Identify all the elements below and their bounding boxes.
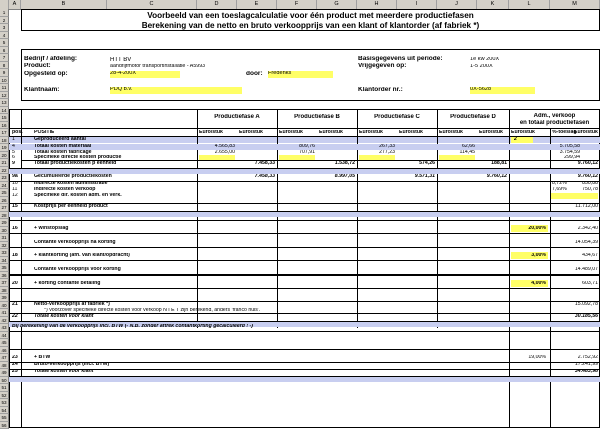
row-header[interactable]: 33 [0,249,9,257]
row-label: Specifieke dir. kosten adm. en verk. [34,193,122,198]
row-header[interactable]: 20 [0,152,9,160]
row-header[interactable]: 46 [0,347,9,355]
row-header[interactable]: 50 [0,377,9,385]
phase-c-header: Productiefase C [374,114,420,120]
klantorder-label: Klantorder nr.: [358,87,403,93]
value-cell[interactable]: 850,88 [582,181,598,186]
row-header[interactable]: 41 [0,309,9,317]
pct-cell[interactable]: 19,00% [528,355,546,360]
value-cell[interactable]: 14.054,39 [574,240,598,245]
pos-cell: 1 [12,137,15,142]
phase-b-header: Productiefase B [294,114,340,120]
value-cell[interactable]: 277,23 [379,150,395,155]
row-header[interactable]: 27 [0,204,9,212]
basis-value[interactable]: 1e kw 200X [470,57,500,62]
pos-cell: 12 [12,193,18,198]
row-label: + korting contante betaling [34,281,101,286]
row-label: Totaal kosten materiaal [34,144,92,149]
row-label: + winstopslag [34,226,69,231]
value-cell[interactable]: 809,76 [299,144,315,149]
column-header[interactable]: L [509,0,550,9]
pos-cell: 9 [12,161,15,166]
klantnaam-label: Klantnaam: [24,87,60,93]
row-header[interactable]: 25 [0,189,9,197]
row-label: Totaal kosten fabricage [34,150,92,155]
value-cell[interactable]: 750,78 [582,187,598,192]
row-header[interactable]: 26 [0,197,9,205]
value-cell[interactable]: 188,81 [491,161,507,166]
row-header[interactable]: 36 [0,272,9,280]
euro-header-k: Euro/stuk [479,130,503,135]
pos-cell: 23 [12,355,18,360]
row-header[interactable]: 29 [0,219,9,227]
value-cell[interactable]: 603,71 [582,281,598,286]
basis-label: Basisgegevens uit periode: [358,56,443,62]
pos-cell: 9a [12,174,18,179]
select-all-corner[interactable] [0,0,9,9]
row-header[interactable]: 30 [0,227,9,235]
pct-cell[interactable]: 8,72% [552,181,567,186]
btw-heading: Bij berekening van de verkoopprijs incl. BTW (- N.B. zonder aftrek contantkorting gecalculeerd ! -) [12,324,253,329]
pct-header: %-toeslag [552,130,577,135]
pos-cell: 16 [12,226,18,231]
row-header[interactable]: 12 [0,92,9,100]
euro-header-h: Euro/stuk [359,130,383,135]
door-value[interactable]: Fredenks [268,71,333,78]
pct-input[interactable]: 4,00% [531,281,546,286]
value-cell[interactable]: 2.342,40 [577,226,598,231]
bedrijf-label: Bedrijf / afdeling: [24,56,78,62]
adm-header-1: Adm., verkoop [533,113,576,119]
row-header[interactable]: 45 [0,339,9,347]
opgesteld-label: Opgesteld op: [24,71,68,77]
value-cell[interactable]: 62,66 [462,144,475,149]
pos-cell: 4 [12,144,15,149]
column-header[interactable]: H [357,0,397,9]
row-header[interactable]: 21 [0,159,9,167]
separator-band [9,212,600,217]
euro-header-d: Euro/stuk [199,130,223,135]
pct-input[interactable]: 20,00% [528,226,546,231]
pos-cell: 22 [12,314,18,319]
row-header[interactable]: 18 [0,137,9,145]
klantorder-value[interactable]: 0X-5628 [470,87,535,94]
column-header[interactable]: A [9,0,21,9]
row-header[interactable]: 2 [0,17,9,25]
row-header[interactable]: 7 [0,54,9,62]
pos-cell: 5 [12,150,15,155]
value-cell[interactable]: 1.538,72 [334,161,355,166]
row-header[interactable]: 56 [0,422,9,429]
row-label: Contante verkoopprijs na korting [34,240,116,245]
title-line-2: Berekening van de netto en bruto verkoopprijs van een klant of klantorder (af fabriek *) [141,22,480,30]
row-header[interactable]: 8 [0,62,9,70]
pos-header: pos. [12,130,23,135]
value-cell[interactable]: 707,91 [299,150,315,155]
pos-cell: 25 [12,369,18,374]
row-header[interactable]: 35 [0,264,9,272]
row-label: Totaal productiekosten p eenheid [34,161,117,166]
row-label: Totale kosten voor klant [34,314,94,319]
row-header[interactable]: 40 [0,302,9,310]
row-header[interactable]: 1 [0,9,9,17]
opgesteld-value[interactable]: 28-4-200X [110,71,180,78]
euro-header-i: Euro/stuk [399,130,423,135]
column-header[interactable]: D [197,0,237,9]
row-label: Gecumuleerde productiekosten [34,174,112,179]
row-header[interactable]: 53 [0,399,9,407]
pos-cell: 11 [12,187,18,192]
pct-cell[interactable]: 7,69% [552,187,567,192]
row-header[interactable]: 9 [0,69,9,77]
row-header[interactable]: 15 [0,114,9,122]
value-cell[interactable]: 9.571,31 [414,174,435,179]
row-header[interactable]: 38 [0,287,9,295]
row-header[interactable]: 10 [0,77,9,85]
product-value[interactable]: aandrijfmotor transportinstallatie - A5993 [110,64,206,69]
row-header[interactable]: 42 [0,317,9,325]
euro-header-n: Euro/stuk [574,130,598,135]
value-cell[interactable]: 4.565,83 [214,144,235,149]
euro-header-e: Euro/stuk [239,130,263,135]
euro-header-f: Euro/stuk [279,130,303,135]
row-header[interactable]: 22 [0,167,9,175]
column-header[interactable]: J [437,0,477,9]
produced-qty-value[interactable]: 2 [514,137,517,142]
row-header[interactable]: 32 [0,242,9,250]
row-header[interactable]: 17 [0,129,9,137]
vrij-value[interactable]: 1-5 200X [470,64,493,69]
row-header[interactable]: 19 [0,144,9,152]
phase-a-header: Productiefase A [214,114,260,120]
value-cell[interactable]: 7.458,33 [254,174,275,179]
label-produced-qty: Geproduceerd aantal [34,137,86,142]
row-label: Contante verkoopprijs vóór korting [34,267,121,272]
value-cell[interactable]: 14.489,07 [574,267,598,272]
value-cell[interactable]: 574,26 [419,161,435,166]
value-cell[interactable]: 9.760,12 [577,174,598,179]
value-cell[interactable]: 3.754,59 [559,150,580,155]
row-header[interactable]: 23 [0,174,9,182]
row-header[interactable]: 13 [0,99,9,107]
column-header[interactable]: M [550,0,600,9]
euro-header-j: Euro/stuk [439,130,463,135]
row-label: Indirecte kosten verkoop [34,187,96,192]
value-cell[interactable]: 17.241,99 [574,362,598,367]
row-header[interactable]: 6 [0,47,9,55]
row-label: + klantkorting (afh. van klant/opdracht) [34,253,130,258]
bedrijf-value[interactable]: HTT BV [110,57,132,63]
row-header[interactable]: 52 [0,392,9,400]
row-header[interactable]: 54 [0,407,9,415]
value-cell[interactable]: 434,67 [582,253,598,258]
vrij-label: Vrijgegeven op: [358,63,407,69]
klantnaam-value[interactable]: PDQ b.v. [110,87,242,94]
value-cell[interactable]: 299,94 [564,155,580,160]
value-cell[interactable]: 9.760,12 [486,174,507,179]
row-header[interactable]: 11 [0,84,9,92]
row-header[interactable]: 14 [0,107,9,115]
pos-cell: 20 [12,281,18,286]
value-cell[interactable]: 114,45 [459,150,475,155]
row-header[interactable]: 51 [0,384,9,392]
row-header[interactable]: 3 [0,24,9,32]
row-header[interactable]: 16 [0,122,9,130]
row-header[interactable]: 4 [0,32,9,40]
row-header[interactable]: 44 [0,332,9,340]
column-header[interactable]: K [477,0,509,9]
pos-cell: 21 [12,302,18,307]
row-header[interactable]: 48 [0,362,9,370]
row-header[interactable]: 24 [0,182,9,190]
pct-input[interactable]: 3,00% [531,253,546,258]
phase-d-header: Productiefase D [450,114,496,120]
pos-cell: 15 [12,204,18,209]
row-label: Indirecte kosten administratie [34,181,108,186]
pos-cell: 24 [12,362,18,367]
row-header[interactable]: 43 [0,324,9,332]
row-header[interactable]: 28 [0,212,9,220]
row-label: + BTW [34,355,51,360]
value-cell[interactable]: 267,33 [379,144,395,149]
value-cell[interactable]: 30.185,56 [574,314,598,319]
product-label: Product: [24,63,51,69]
value-cell[interactable]: 2.655,00 [214,150,235,155]
column-header[interactable]: F [277,0,317,9]
row-header[interactable]: 37 [0,279,9,287]
row-header[interactable]: 47 [0,354,9,362]
column-header[interactable]: I [397,0,437,9]
column-header[interactable]: C [107,0,197,9]
row-header[interactable]: 31 [0,234,9,242]
column-header[interactable]: G [317,0,357,9]
row-label: Specifieke directe kosten productie [34,155,122,160]
row-label: Kostprijs per eenheid product [34,204,108,209]
separator-band [9,377,600,382]
row-label: Totale kosten voor klant [34,369,94,374]
pos-cell: 10 [12,181,18,186]
title-line-1: Voorbeeld van een toeslagcalculatie voor één product met meerdere productiefasen [147,12,474,20]
value-cell[interactable]: 8.997,05 [334,174,355,179]
positie-header: POSITIE [34,130,55,135]
door-label: door: [246,71,263,77]
pos-cell: 18 [12,253,18,258]
column-header[interactable]: B [21,0,107,9]
row-header[interactable]: 5 [0,39,9,47]
euro-header-g: Euro/stuk [319,130,343,135]
value-cell[interactable]: 5.705,58 [559,144,580,149]
row-header[interactable]: 39 [0,294,9,302]
footnote: *) voorzover specifieke directe kosten voor verkoop N I E T zijn berekend, anders 'franco huis'. [44,308,261,313]
value-cell[interactable]: 2.752,92 [577,355,598,360]
value-cell[interactable]: 11.712,00 [575,204,598,209]
row-label: Netto-verkoopprijs af fabriek *) [34,302,110,307]
pos-cell: 6 [12,155,15,160]
row-label: Bruto-verkoopprijs (incl. BTW) [34,362,110,367]
value-cell[interactable]: 15.092,78 [574,302,598,307]
row-header[interactable]: 34 [0,257,9,265]
value-cell[interactable]: 9.760,12 [577,161,598,166]
row-header[interactable]: 49 [0,369,9,377]
value-cell[interactable]: 7.458,33 [254,161,275,166]
column-header[interactable]: E [237,0,277,9]
adm-header-2: en totaal productiefasen [519,120,590,126]
euro-header-l: Euro/stuk [511,130,535,135]
row-header[interactable]: 55 [0,414,9,422]
value-cell[interactable]: 34.483,98 [574,369,598,374]
